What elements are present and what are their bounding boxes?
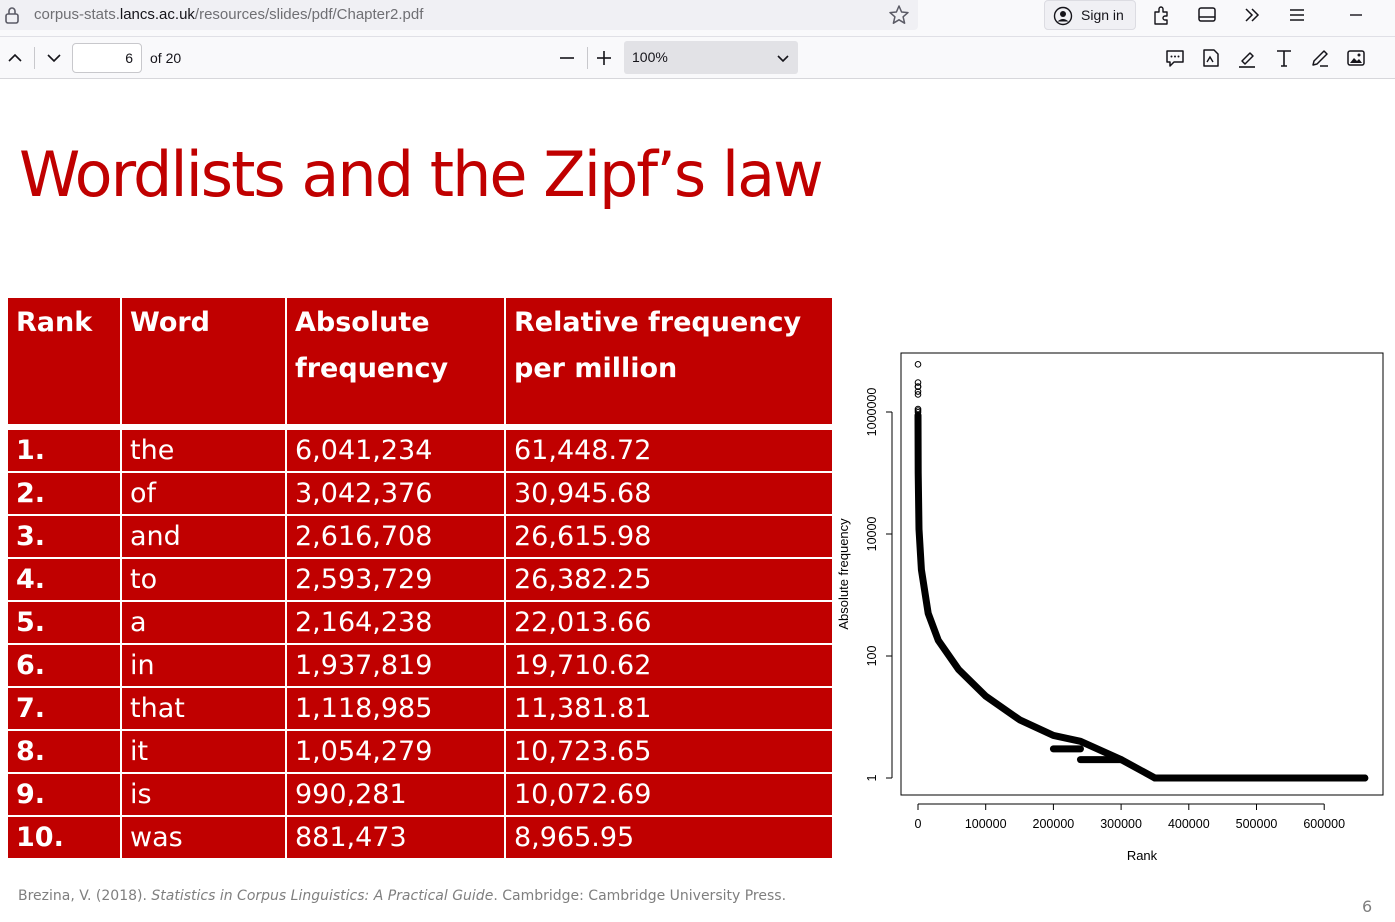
cell-relative-frequency: 10,723.65 [505, 730, 833, 773]
x-axis-label: Rank [1126, 848, 1158, 863]
cell-relative-frequency: 26,615.98 [505, 515, 833, 558]
cell-rank: 7. [7, 687, 121, 730]
table-row [7, 773, 833, 816]
page-total-label: of 20 [150, 50, 182, 66]
zipf-scatter-plot [836, 345, 1386, 875]
x-tick-label: 100000 [964, 817, 1007, 831]
cell-word: in [121, 644, 286, 687]
cell-absolute-frequency: 1,054,279 [286, 730, 505, 773]
y-tick-label: 100 [865, 645, 879, 667]
header-relative-frequency: Relative frequency per million [505, 297, 833, 427]
zoom-out-icon[interactable] [555, 46, 579, 70]
slide-title: Wordlists and the Zipf’s law [19, 138, 822, 211]
cell-word: a [121, 601, 286, 644]
cell-word: is [121, 773, 286, 816]
cell-word: the [121, 427, 286, 472]
table-row [7, 427, 833, 472]
table-row [7, 644, 833, 687]
cell-absolute-frequency: 1,118,985 [286, 687, 505, 730]
cell-absolute-frequency: 2,164,238 [286, 601, 505, 644]
cell-absolute-frequency: 6,041,234 [286, 427, 505, 472]
x-tick-label: 300000 [1100, 817, 1142, 831]
sidebar-icon[interactable] [1195, 3, 1219, 27]
citation-title: Statistics in Corpus Linguistics: A Practical Guide [151, 888, 494, 904]
header-word: Word [121, 297, 286, 427]
table-row [7, 472, 833, 515]
x-tick-label: 0 [914, 817, 922, 831]
table-row [7, 601, 833, 644]
text-tool-icon[interactable] [1272, 46, 1296, 70]
draw-pen-icon[interactable] [1308, 46, 1332, 70]
extensions-icon[interactable] [1150, 3, 1174, 27]
highlight-icon[interactable] [1235, 46, 1259, 70]
zoom-select[interactable] [624, 41, 798, 74]
cell-relative-frequency: 26,382.25 [505, 558, 833, 601]
cell-relative-frequency: 8,965.95 [505, 816, 833, 859]
cell-absolute-frequency: 3,042,376 [286, 472, 505, 515]
y-tick-label: 10000 [865, 516, 879, 552]
cell-relative-frequency: 11,381.81 [505, 687, 833, 730]
cell-relative-frequency: 30,945.68 [505, 472, 833, 515]
cell-word: to [121, 558, 286, 601]
cell-rank: 8. [7, 730, 121, 773]
x-tick-label: 600000 [1303, 817, 1346, 831]
cell-word: that [121, 687, 286, 730]
table-row [7, 816, 833, 859]
zoom-in-icon[interactable] [592, 46, 616, 70]
cell-relative-frequency: 10,072.69 [505, 773, 833, 816]
table-row [7, 515, 833, 558]
sign-in-button[interactable] [1044, 0, 1136, 30]
table-header-row [7, 297, 833, 427]
minimize-window-icon[interactable] [1344, 3, 1368, 27]
browser-toolbar [0, 0, 1395, 37]
cell-rank: 9. [7, 773, 121, 816]
data-point [915, 362, 921, 368]
cell-absolute-frequency: 881,473 [286, 816, 505, 859]
frequency-table [6, 296, 834, 860]
header-rank: Rank [7, 297, 121, 427]
cell-word: it [121, 730, 286, 773]
table-row [7, 730, 833, 773]
cell-relative-frequency: 22,013.66 [505, 601, 833, 644]
address-bar[interactable] [0, 0, 918, 30]
cell-absolute-frequency: 990,281 [286, 773, 505, 816]
url-host: lancs.ac.uk [119, 6, 195, 23]
alt-text-icon[interactable] [1199, 46, 1223, 70]
overflow-chevron-icon[interactable] [1240, 3, 1264, 27]
x-tick-label: 400000 [1167, 817, 1210, 831]
next-page-icon[interactable] [42, 46, 66, 70]
y-tick-label: 1000000 [865, 387, 879, 437]
chevron-down-icon [776, 51, 790, 65]
lock-icon[interactable] [4, 5, 20, 25]
plot-frame [901, 353, 1383, 795]
cell-rank: 5. [7, 601, 121, 644]
hamburger-menu-icon[interactable] [1285, 3, 1309, 27]
url-prefix: corpus-stats. [34, 6, 120, 23]
cell-rank: 6. [7, 644, 121, 687]
x-tick-label: 200000 [1032, 817, 1075, 831]
slide-page-number: 6 [1362, 897, 1373, 916]
y-axis-label: Absolute frequency [836, 518, 851, 630]
zipf-curve-points [918, 415, 1365, 778]
toolbar-divider [587, 47, 588, 69]
cell-rank: 10. [7, 816, 121, 859]
cell-word: was [121, 816, 286, 859]
cell-absolute-frequency: 2,593,729 [286, 558, 505, 601]
citation-publisher: . Cambridge: Cambridge University Press. [493, 888, 787, 904]
x-tick-label: 500000 [1235, 817, 1278, 831]
citation-author: Brezina, V. (2018). [18, 888, 152, 904]
cell-rank: 1. [7, 427, 121, 472]
page-number-input[interactable] [72, 43, 142, 73]
cell-rank: 2. [7, 472, 121, 515]
header-absolute-frequency: Absolute frequency [286, 297, 505, 427]
add-image-icon[interactable] [1344, 46, 1368, 70]
cell-word: of [121, 472, 286, 515]
account-icon [1053, 6, 1073, 26]
table-row [7, 558, 833, 601]
cell-relative-frequency: 61,448.72 [505, 427, 833, 472]
previous-page-icon[interactable] [3, 46, 27, 70]
zoom-value: 100% [632, 49, 668, 65]
toolbar-divider [34, 47, 35, 69]
y-tick-label: 1 [865, 774, 879, 782]
sign-in-label: Sign in [1081, 7, 1124, 23]
cell-relative-frequency: 19,710.62 [505, 644, 833, 687]
cell-word: and [121, 515, 286, 558]
citation [18, 888, 786, 904]
url-text[interactable] [34, 6, 423, 23]
pdf-toolbar [0, 37, 1395, 79]
cell-absolute-frequency: 1,937,819 [286, 644, 505, 687]
url-path: /resources/slides/pdf/Chapter2.pdf [194, 6, 424, 23]
cell-rank: 3. [7, 515, 121, 558]
bookmark-star-icon[interactable] [888, 4, 910, 26]
cell-rank: 4. [7, 558, 121, 601]
add-comment-icon[interactable] [1163, 46, 1187, 70]
table-row [7, 687, 833, 730]
cell-absolute-frequency: 2,616,708 [286, 515, 505, 558]
